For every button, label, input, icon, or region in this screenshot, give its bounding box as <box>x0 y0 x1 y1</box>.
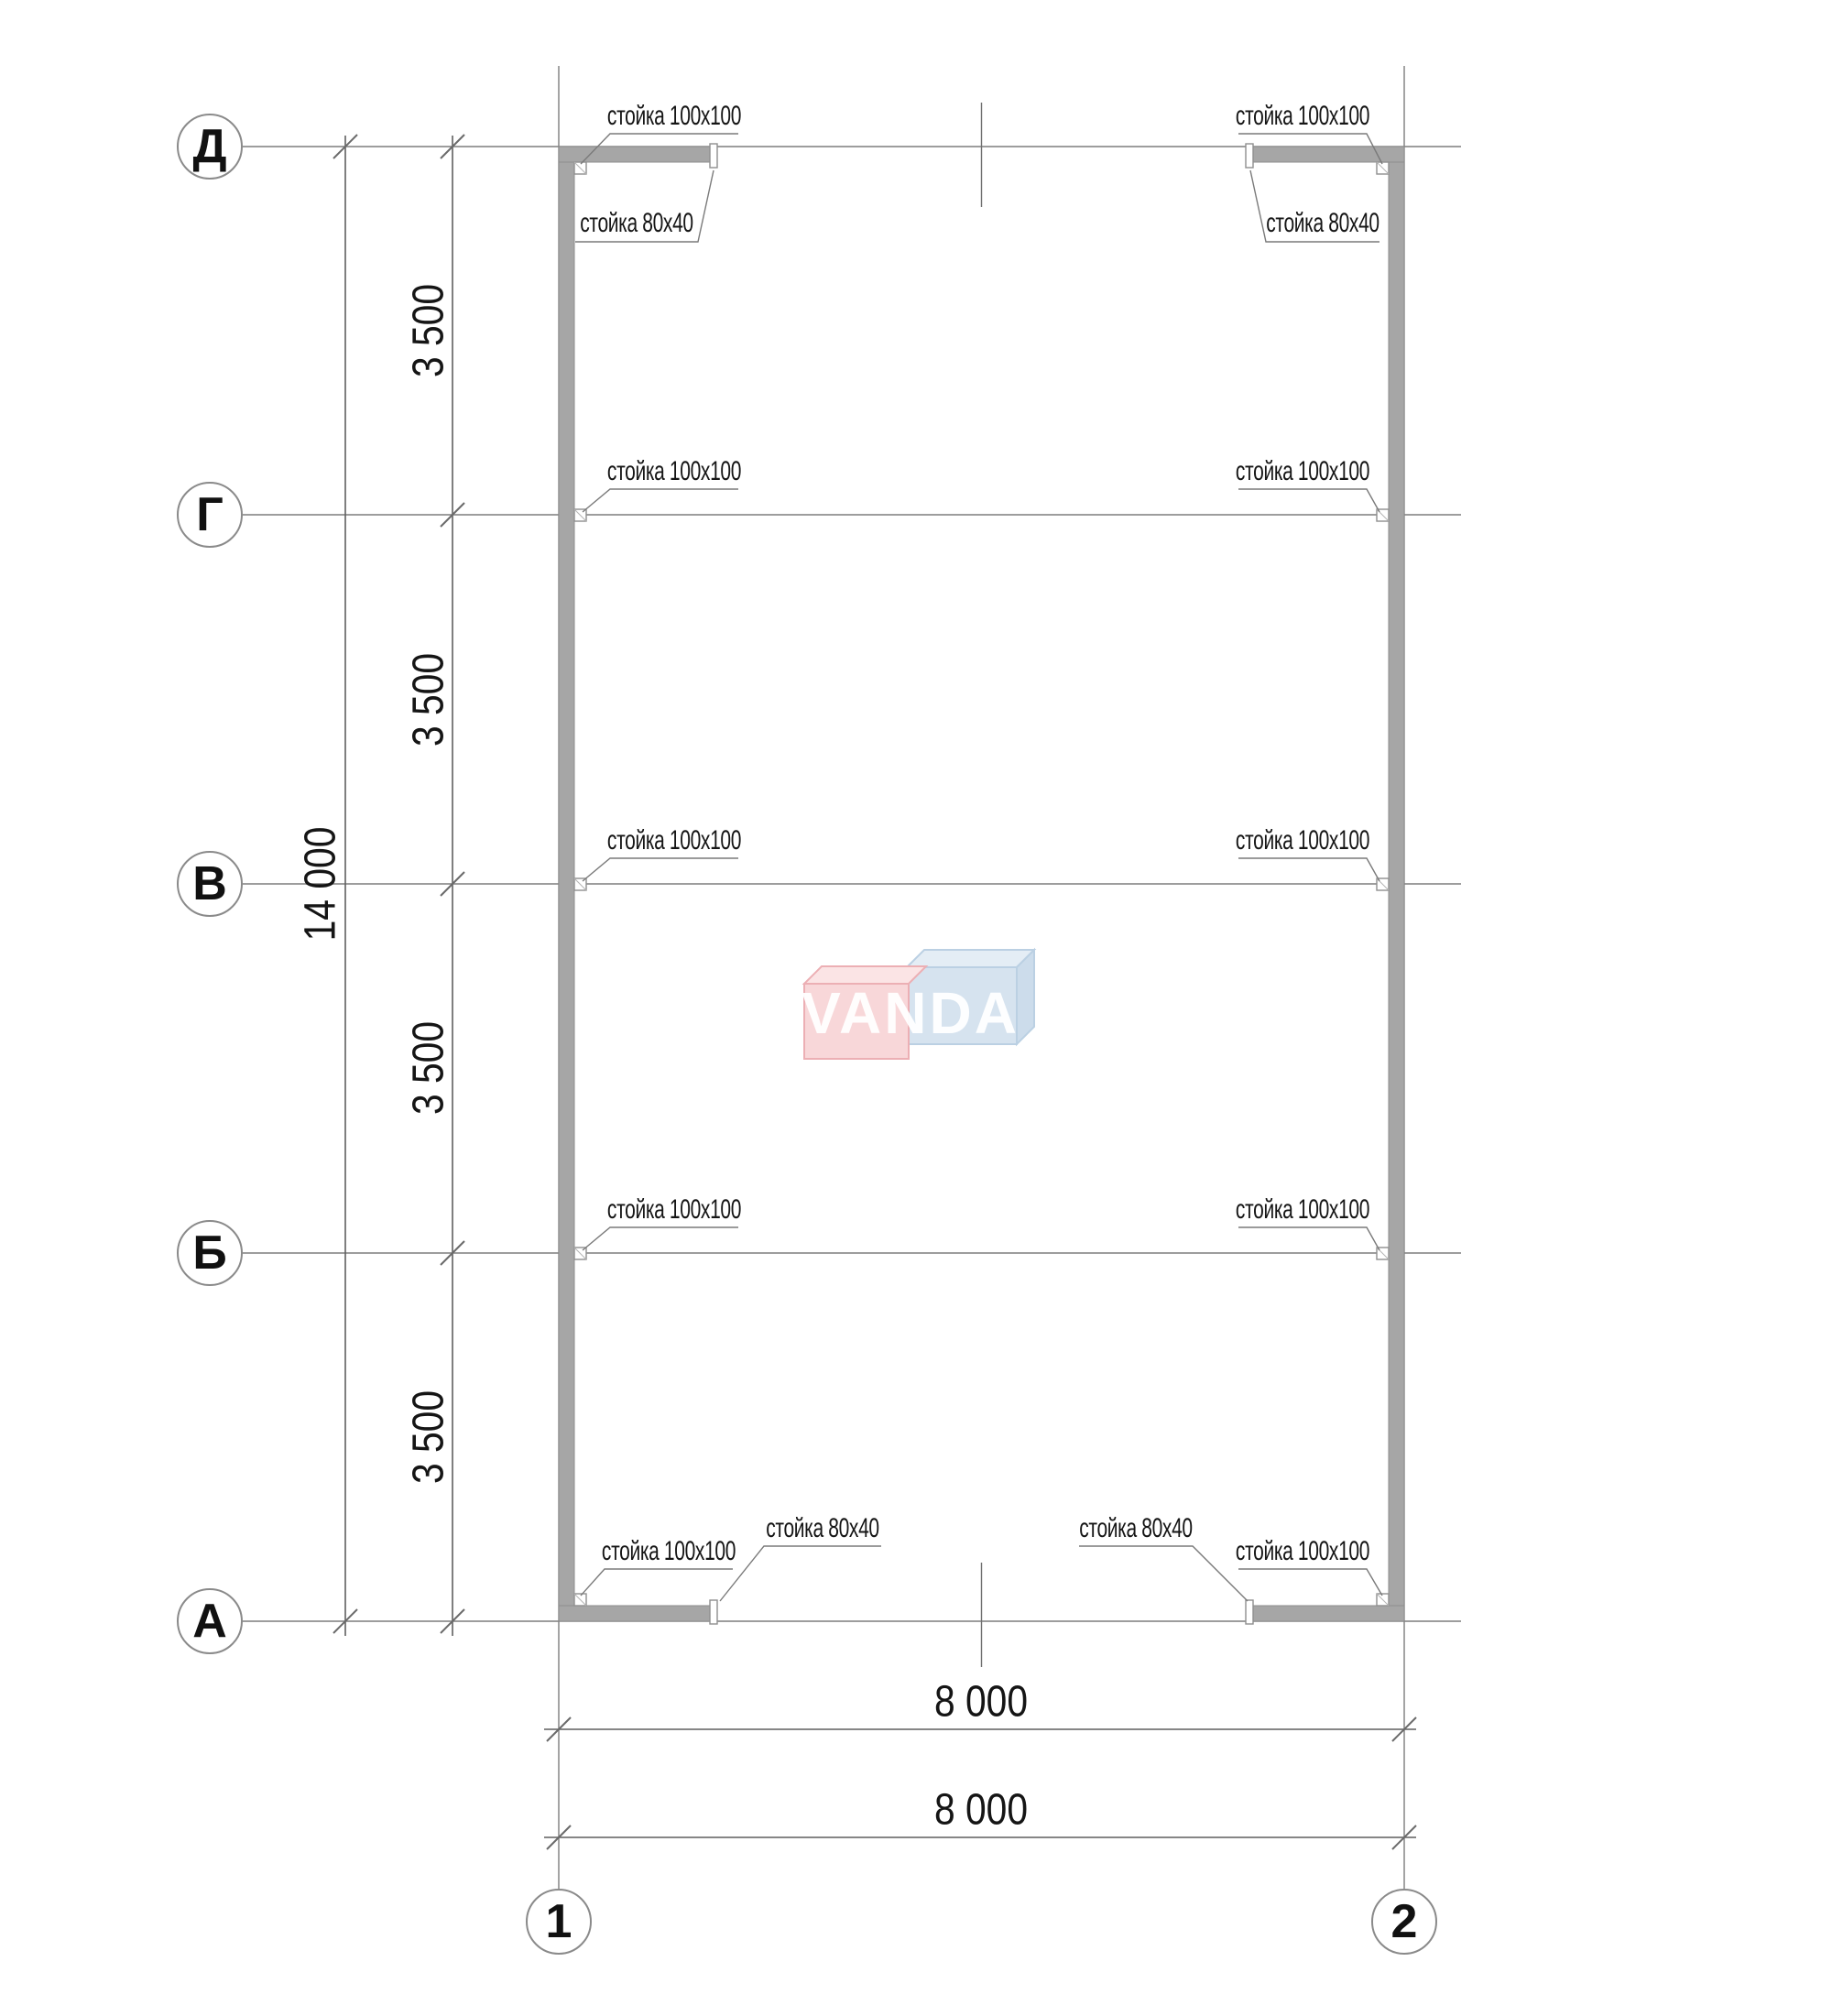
post-100-label: стойка 100x100 <box>1235 1536 1370 1566</box>
dim-text-width-upper: 8 000 <box>933 1677 1029 1727</box>
dim-text-row-spacing: 3 500 <box>404 652 453 747</box>
row-axis-bubble-d <box>177 114 243 180</box>
row-axis-bubble-g <box>177 482 243 548</box>
post-100-label: стойка 100x100 <box>606 101 742 131</box>
row-axis-label: Г <box>196 488 224 541</box>
post-80-label: стойка 80x40 <box>1266 208 1379 238</box>
leader-line <box>1238 1227 1379 1250</box>
wall-top-right <box>1253 147 1404 162</box>
leader-line <box>1079 1546 1248 1601</box>
leader-line <box>583 489 738 512</box>
row-axis-bubble-a <box>177 1588 243 1654</box>
dim-text-row-spacing: 3 500 <box>404 283 453 378</box>
wall-right <box>1389 147 1404 1621</box>
row-axis-label: А <box>192 1595 227 1648</box>
dim-text-width-lower: 8 000 <box>933 1785 1029 1835</box>
col-axis-label: 1 <box>545 1895 572 1948</box>
post-80-marker <box>1246 144 1253 168</box>
wall-left <box>559 147 574 1621</box>
post-80-label: стойка 80x40 <box>1079 1513 1193 1543</box>
post-80-marker <box>710 1600 717 1624</box>
leader-line <box>1238 858 1379 881</box>
dim-text-row-spacing: 3 500 <box>404 1020 453 1116</box>
row-axis-bubble-v <box>177 851 243 917</box>
post-100-label: стойка 100x100 <box>1235 101 1370 131</box>
leader-line <box>581 1569 733 1596</box>
col-axis-bubble-2 <box>1371 1889 1437 1955</box>
row-axis-bubble-b <box>177 1220 243 1286</box>
leader-line <box>720 1546 881 1601</box>
post-80-marker <box>1246 1600 1253 1624</box>
dim-text-row-spacing: 3 500 <box>404 1389 453 1485</box>
post-100-label: стойка 100x100 <box>1235 456 1370 486</box>
wall-bottom-right <box>1253 1606 1404 1621</box>
post-100-label: стойка 100x100 <box>606 1194 742 1225</box>
leader-line <box>583 858 738 881</box>
watermark-text: VANDA <box>802 980 1020 1046</box>
leader-line <box>1238 1569 1382 1596</box>
col-axis-label: 2 <box>1390 1895 1418 1948</box>
leader-line <box>583 1227 738 1250</box>
post-100-label: стойка 100x100 <box>601 1536 736 1566</box>
post-100-label: стойка 100x100 <box>606 825 742 855</box>
row-axis-label: Б <box>192 1226 227 1280</box>
wall-top-left <box>559 147 710 162</box>
post-80-marker <box>710 144 717 168</box>
wall-bottom-left <box>559 1606 710 1621</box>
leader-lines <box>575 134 1382 1601</box>
row-axis-label: Д <box>192 120 227 173</box>
post-100-label: стойка 100x100 <box>606 456 742 486</box>
leader-line <box>1238 489 1379 512</box>
col-axis-bubble-1 <box>526 1889 592 1955</box>
post-100-label: стойка 100x100 <box>1235 1194 1370 1225</box>
post-100-label: стойка 100x100 <box>1235 825 1370 855</box>
post-80-label: стойка 80x40 <box>580 208 693 238</box>
dim-text-overall-height: 14 000 <box>296 826 345 942</box>
logo-blue-box-top <box>907 950 1034 967</box>
post-80-label: стойка 80x40 <box>766 1513 879 1543</box>
row-axis-label: В <box>192 857 227 910</box>
